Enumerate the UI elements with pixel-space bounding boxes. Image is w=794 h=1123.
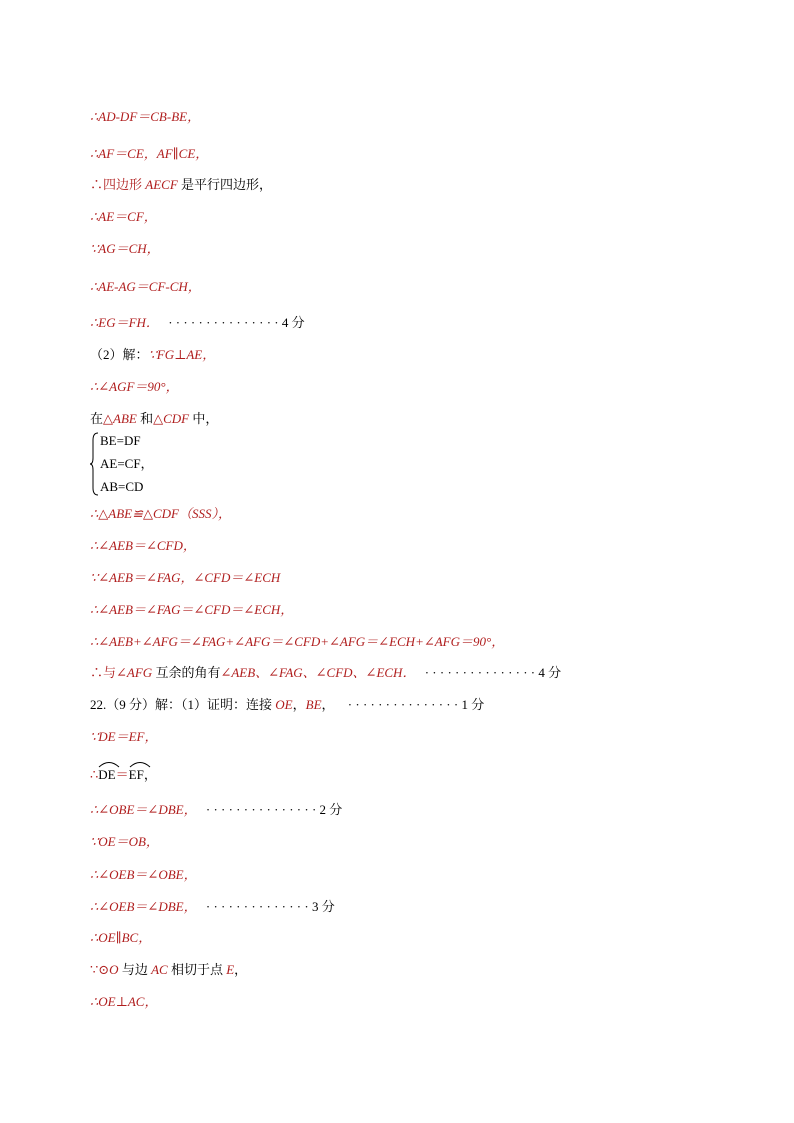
angle-list: ∠AEB、∠FAG、∠CFD、∠ECH． bbox=[220, 665, 416, 680]
triangle-abe: △ABE bbox=[103, 411, 137, 426]
proof-line-11: ∴△ABE≌△CDF（SSS）， bbox=[90, 506, 231, 521]
proof-line-14: ∴∠AEB＝∠FAG＝∠CFD＝∠ECH， bbox=[90, 602, 294, 617]
point-e: E bbox=[226, 962, 235, 977]
middle-text: 中， bbox=[189, 411, 219, 426]
comma-2: ， bbox=[321, 697, 335, 712]
score-dots-5: · · · · · · · · · · · · · · 3 分 bbox=[205, 899, 335, 914]
score-dots-4: · · · · · · · · · · · · · · · 2 分 bbox=[205, 802, 343, 817]
proof-line-6: ∴AE-AG＝CF-CH， bbox=[90, 279, 201, 294]
proof-line-26: ∴OE⊥AC， bbox=[90, 994, 158, 1009]
proof-line-22: ∴∠OEB＝∠OBE， bbox=[90, 867, 197, 882]
arc-ef bbox=[129, 766, 144, 784]
question-22-label: 22.（9 分）解：（1）证明：连接 bbox=[90, 697, 276, 712]
arc-de bbox=[98, 766, 115, 784]
conclusion-text: ∴EG＝FH． bbox=[90, 315, 159, 330]
quad-name: AECF bbox=[145, 177, 178, 192]
complement-text: 互余的角有 bbox=[152, 665, 221, 680]
score-dots-1: · · · · · · · · · · · · · · · 4 分 bbox=[168, 315, 305, 330]
system-row-1: BE=DF bbox=[100, 433, 141, 448]
proof-line-21: ∵OE＝OB， bbox=[90, 834, 159, 849]
proof-line-4: ∴AE＝CF， bbox=[90, 209, 157, 224]
proof-line-10 bbox=[90, 410, 218, 428]
proof-line-7 bbox=[90, 314, 305, 332]
in-text: 在 bbox=[90, 411, 104, 426]
proof-line-16 bbox=[90, 664, 561, 682]
side-ac: AC bbox=[151, 962, 168, 977]
proof-line-25 bbox=[90, 961, 247, 979]
proof-line-24: ∴OE∥BC， bbox=[90, 930, 152, 945]
arc-icon bbox=[98, 760, 120, 768]
segment-be: BE bbox=[305, 697, 322, 712]
angle-afg: ∠AFG bbox=[116, 665, 153, 680]
because-circle: ∵⊙ bbox=[90, 962, 110, 977]
tangent-at-text: 相切于点 bbox=[167, 962, 227, 977]
comma-1: ， bbox=[292, 697, 306, 712]
proof-line-18: ∵DE＝EF， bbox=[90, 729, 158, 744]
proof-line-12: ∴∠AEB＝∠CFD， bbox=[90, 538, 196, 553]
part-2-line bbox=[90, 346, 215, 364]
proof-line-1: ∴AD-DF＝CB-BE， bbox=[90, 109, 201, 124]
proof-line-15: ∴∠AEB+∠AFG＝∠FAG+∠AFG＝∠CFD+∠AFG＝∠ECH+∠AFG＝90°， bbox=[90, 634, 505, 649]
parallelogram-text: 是平行四边形， bbox=[177, 177, 273, 192]
arc-de-label: DE bbox=[98, 767, 116, 782]
question-22-line bbox=[90, 696, 484, 714]
comma-3: ， bbox=[143, 767, 157, 782]
therefore-symbol: ∴ bbox=[90, 767, 99, 782]
proof-line-2: ∴AF＝CE，AF∥CE， bbox=[90, 146, 209, 161]
system-row-3: AB=CD bbox=[100, 479, 144, 494]
equation-system bbox=[90, 432, 170, 496]
proof-line-20 bbox=[90, 801, 342, 819]
angle-equality-1: ∴∠OBE＝∠DBE， bbox=[90, 802, 197, 817]
system-row-2: AE=CF， bbox=[100, 456, 154, 471]
proof-line-5: ∵AG＝CH， bbox=[90, 241, 160, 256]
proof-line-3 bbox=[90, 176, 272, 194]
equals-sign: ＝ bbox=[115, 767, 129, 782]
comma-4: ， bbox=[234, 962, 248, 977]
score-dots-2: · · · · · · · · · · · · · · · 4 分 bbox=[424, 665, 562, 680]
score-dots-3: · · · · · · · · · · · · · · · 1 分 bbox=[347, 697, 485, 712]
arc-icon bbox=[129, 760, 151, 768]
proof-line-23 bbox=[90, 898, 335, 916]
proof-line-9: ∴∠AGF＝90°， bbox=[90, 379, 179, 394]
arc-ef-label: EF bbox=[128, 767, 144, 782]
left-brace-icon bbox=[90, 432, 100, 496]
with-side-text: 与边 bbox=[118, 962, 152, 977]
given-perpendicular: ∵FG⊥AE， bbox=[148, 347, 216, 362]
therefore-with-text: ∴与 bbox=[90, 665, 117, 680]
segment-oe: OE bbox=[275, 697, 293, 712]
therefore-text: ∴四边形 bbox=[90, 177, 146, 192]
angle-equality-2: ∴∠OEB＝∠DBE， bbox=[90, 899, 197, 914]
proof-line-19 bbox=[90, 766, 157, 784]
triangle-cdf: △CDF bbox=[153, 411, 190, 426]
circle-center-o: O bbox=[109, 962, 119, 977]
and-text: 和 bbox=[136, 411, 154, 426]
proof-line-13: ∵∠AEB＝∠FAG，∠CFD＝∠ECH bbox=[90, 570, 281, 585]
part-2-label: （2）解： bbox=[90, 347, 149, 362]
